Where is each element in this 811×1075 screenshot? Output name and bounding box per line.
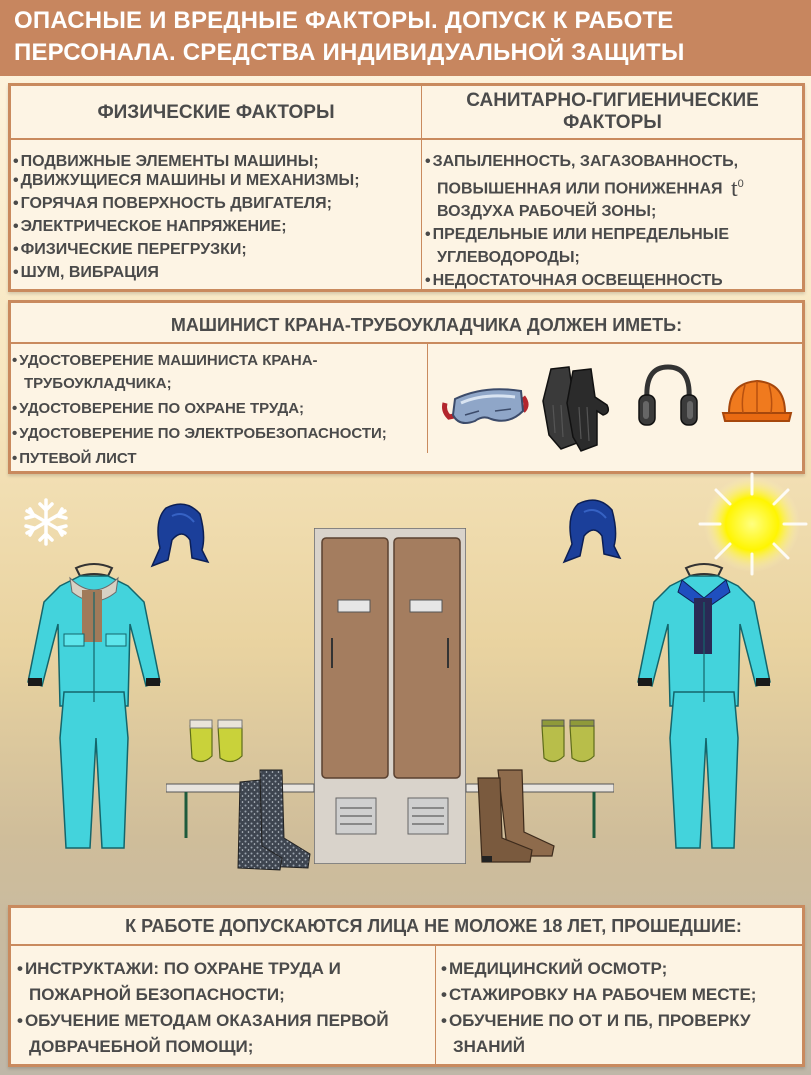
list-item: • ИНСТРУКТАЖИ: ПО ОХРАНЕ ТРУДА И (17, 959, 341, 978)
title-line-1: ОПАСНЫЕ И ВРЕДНЫЕ ФАКТОРЫ. ДОПУСК К РАБОТЕ (14, 7, 674, 34)
goggles-icon (439, 381, 529, 431)
summer-hood-icon (558, 496, 624, 566)
admission-list-left (17, 956, 389, 1060)
list-item: • ПРЕДЕЛЬНЫЕ ИЛИ НЕПРЕДЕЛЬНЫЕ (425, 226, 730, 244)
list-item-continued: ТРУБОУКЛАДЧИКА; (24, 375, 172, 392)
page-title (0, 0, 811, 76)
degree-symbol: 0 (737, 178, 744, 190)
sanitary-factors-header (423, 90, 802, 134)
snowflake-icon (22, 498, 70, 546)
list-item-continued: ПОВЫШЕННАЯ ИЛИ ПОНИЖЕННАЯ $t^0$ (437, 176, 744, 203)
felt-boots-icon (232, 768, 312, 872)
list-item: • УДОСТОВЕРЕНИЕ МАШИНИСТА КРАНА- (12, 352, 318, 369)
gloves-icon (539, 365, 615, 453)
summer-suit-icon (634, 562, 774, 854)
sanitary-header-line-2: ФАКТОРЫ (563, 112, 662, 133)
rubber-boots-icon (472, 768, 558, 864)
list-item: • ЗАПЫЛЕННОСТЬ, ЗАГАЗОВАННОСТЬ, (425, 153, 739, 170)
list-item-continued: ДОВРАЧЕБНОЙ ПОМОЩИ; (29, 1037, 254, 1056)
list-item: • ОБУЧЕНИЕ МЕТОДАМ ОКАЗАНИЯ ПЕРВОЙ (17, 1011, 389, 1030)
earmuffs-icon (637, 363, 699, 431)
admission-list-right (441, 956, 756, 1060)
admission-header: К РАБОТЕ ДОПУСКАЮТСЯ ЛИЦА НЕ МОЛОЖЕ 18 ЛЕТ, ПРОШЕДШИЕ: (125, 916, 742, 936)
factors-panel (8, 83, 805, 292)
factors-header-divider (11, 138, 802, 140)
admission-divider (435, 945, 436, 1064)
list-item: • НЕДОСТАТОЧНАЯ ОСВЕЩЕННОСТЬ (425, 272, 723, 290)
operator-requirements-panel (8, 300, 805, 474)
winter-mittens-icon (186, 716, 246, 768)
list-item-continued: УГЛЕВОДОРОДЫ; (437, 249, 580, 267)
list-item: • ПУТЕВОЙ ЛИСТ (12, 450, 137, 467)
physical-factors-list (13, 150, 360, 284)
sanitary-header-line-1: САНИТАРНО-ГИГИЕНИЧЕСКИЕ (466, 90, 759, 111)
temperature-symbol: t (730, 176, 738, 203)
operator-header: МАШИНИСТ КРАНА-ТРУБОУКЛАДЧИКА ДОЛЖЕН ИМЕТЬ: (170, 315, 683, 335)
list-item: • ШУМ, ВИБРАЦИЯ (13, 264, 159, 281)
sanitary-factors-list (425, 150, 744, 292)
factors-divider (421, 86, 422, 289)
operator-documents-list (12, 349, 387, 470)
list-item: • ОБУЧЕНИЕ ПО ОТ И ПБ, ПРОВЕРКУ (441, 1011, 751, 1030)
list-item: • УДОСТОВЕРЕНИЕ ПО ОХРАНЕ ТРУДА; (12, 400, 305, 417)
list-item: • ДВИЖУЩИЕСЯ МАШИНЫ И МЕХАНИЗМЫ; (13, 172, 360, 189)
list-item: • УДОСТОВЕРЕНИЕ ПО ЭЛЕКТРОБЕЗОПАСНОСТИ; (12, 425, 387, 442)
hard-hat-icon (721, 375, 793, 427)
list-item: • МЕДИЦИНСКИЙ ОСМОТР; (441, 959, 668, 978)
winter-hood-icon (146, 500, 212, 570)
winter-suit-icon (24, 562, 164, 854)
admission-panel (8, 905, 805, 1067)
list-item: • СТАЖИРОВКУ НА РАБОЧЕМ МЕСТЕ; (441, 985, 757, 1004)
summer-mittens-icon (538, 716, 598, 768)
list-item-continued: ПОЖАРНОЙ БЕЗОПАСНОСТИ; (29, 985, 285, 1004)
list-item: • ГОРЯЧАЯ ПОВЕРХНОСТЬ ДВИГАТЕЛЯ; (13, 195, 332, 212)
list-item-continued: ЗНАНИЙ (453, 1037, 525, 1056)
admission-header-divider (11, 944, 802, 946)
list-item: • ПОДВИЖНЫЕ ЭЛЕМЕНТЫ МАШИНЫ; (13, 153, 319, 170)
list-item: • ФИЗИЧЕСКИЕ ПЕРЕГРУЗКИ; (13, 241, 247, 258)
physical-factors-header: ФИЗИЧЕСКИЕ ФАКТОРЫ (97, 102, 335, 123)
list-item-continued: ВОЗДУХА РАБОЧЕЙ ЗОНЫ; (437, 203, 657, 221)
operator-header-divider (11, 342, 802, 344)
operator-divider (427, 343, 428, 453)
title-line-2: ПЕРСОНАЛА. СРЕДСТВА ИНДИВИДУАЛЬНОЙ ЗАЩИТЫ (14, 39, 685, 66)
list-item: • ЭЛЕКТРИЧЕСКОЕ НАПРЯЖЕНИЕ; (13, 218, 287, 235)
